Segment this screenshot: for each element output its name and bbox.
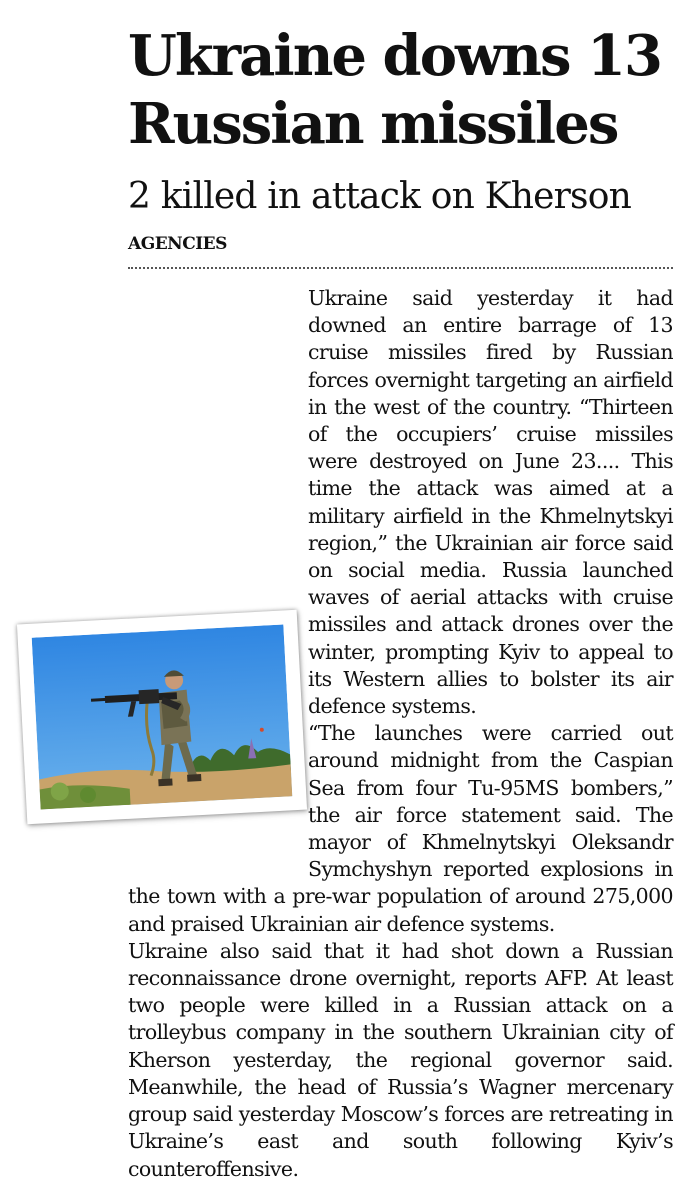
body-paragraph-3: Ukraine also said that it had shot down a Russian reconnaissance drone overnight, reports AFP. At least two people were killed in a Russian attack on a trolleybus company in the southern Ukrainian city of Kherson yesterday, the regional governor said. Meanwhile, the head of Russia’s Wagner mercenary group said yesterday Moscow’s forces are retreating in Ukraine’s east and south following Kyiv’s counteroffensive. bbox=[128, 938, 673, 1181]
article-photo bbox=[17, 610, 307, 824]
headline-line-2: Russian missiles bbox=[128, 91, 618, 157]
headline-line-1: Ukraine downs 13 bbox=[128, 23, 661, 89]
subheadline: 2 killed in attack on Kherson bbox=[128, 176, 631, 217]
body-paragraph-1: Ukraine said yesterday it had downed an entire barrage of 13 cruise missiles fired by Russian forces overnight targeting an airfield in the west of the country. “Thirteen of the occupiers’ cruise missiles were destroyed on June 23.... This time the attack was aimed at a military airfield in the Khmelnytskyi region,” the Ukrainian air force said on social media. Russia launched waves of aerial attacks with cruise missiles and attack drones over the winter, prompting Kyiv to appeal to its Western allies to bolster its air defence systems. bbox=[308, 286, 673, 719]
headline bbox=[128, 22, 673, 158]
byline: AGENCIES bbox=[128, 234, 227, 254]
dotted-divider bbox=[128, 267, 673, 269]
body-paragraph-2: “The launches were carried out around midnight from the Caspian Sea from four Tu-95MS bombers,” the air force statement said. The mayor of Khmelnytskyi Oleksandr Symchyshyn reported explosions in the town with a pre-war population of around 275,000 and praised Ukrainian air defence systems. bbox=[128, 721, 673, 936]
soldier-photo-image bbox=[32, 625, 293, 810]
